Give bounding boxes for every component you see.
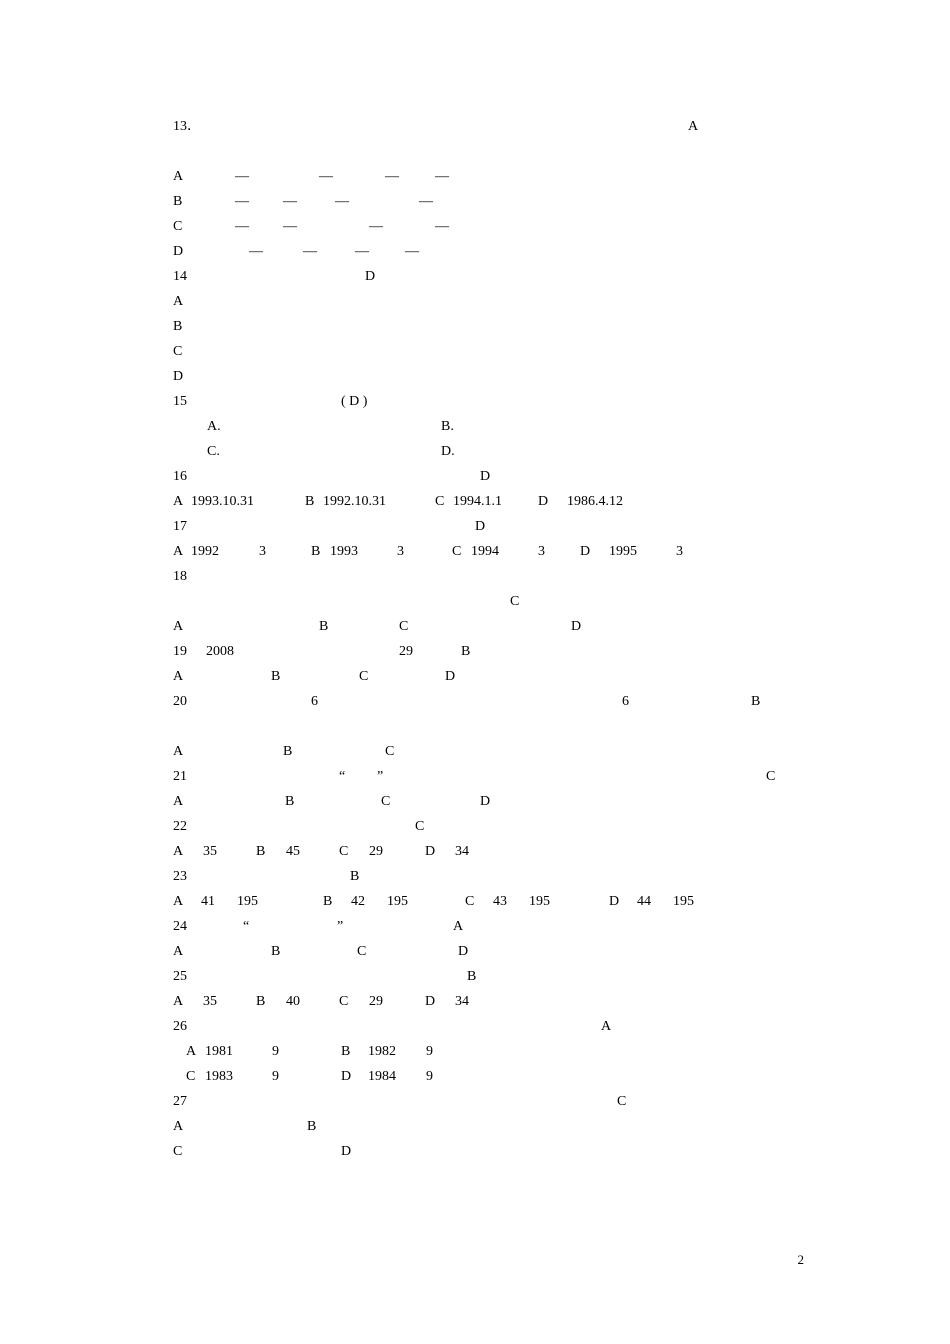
text-line-22-part-1: B [271, 669, 281, 684]
text-line-35-part-1: 35 [203, 994, 217, 1009]
text-line-27-part-2: C [381, 794, 391, 809]
text-line-30-part-0: 23 [173, 869, 187, 884]
text-line-7-part-0: A [173, 294, 184, 309]
text-line-32-part-0: 24 [173, 919, 187, 934]
text-line-17-part-10: 1995 [609, 544, 637, 559]
text-line-27-part-3: D [480, 794, 491, 809]
text-line-5-part-2: — [303, 244, 317, 259]
text-line-32-part-2: ” [337, 919, 344, 934]
text-line-22-part-0: A [173, 669, 184, 684]
text-line-38-part-0: C [186, 1069, 196, 1084]
text-line-29-part-4: C [339, 844, 349, 859]
text-line-38-part-4: 1984 [368, 1069, 396, 1084]
text-line-38-part-3: D [341, 1069, 352, 1084]
text-line-17-part-7: 1994 [471, 544, 499, 559]
text-line-31-part-0: A [173, 894, 184, 909]
text-line-20-part-1: B [319, 619, 329, 634]
text-line-34-part-0: 25 [173, 969, 187, 984]
text-line-17-part-9: D [580, 544, 591, 559]
text-line-17-part-8: 3 [538, 544, 545, 559]
text-line-3-part-1: — [235, 194, 249, 209]
text-line-23-part-3: B [751, 694, 761, 709]
text-line-23-part-0: 20 [173, 694, 187, 709]
text-line-15-part-1: 1993.10.31 [191, 494, 254, 509]
text-line-10-part-0: D [173, 369, 184, 384]
text-line-15-part-0: A [173, 494, 184, 509]
text-line-39-part-0: 27 [173, 1094, 187, 1109]
text-line-35-part-0: A [173, 994, 184, 1009]
page-number: 2 [797, 1252, 804, 1267]
text-line-31-part-4: 42 [351, 894, 365, 909]
text-line-22-part-2: C [359, 669, 369, 684]
text-line-15-part-4: C [435, 494, 445, 509]
text-line-17-part-1: 1992 [191, 544, 219, 559]
text-line-17-part-4: 1993 [330, 544, 358, 559]
text-line-27-part-1: B [285, 794, 295, 809]
text-line-20-part-3: D [571, 619, 582, 634]
text-line-38-part-2: 9 [272, 1069, 279, 1084]
text-line-11-part-0: 15 [173, 394, 187, 409]
text-line-36-part-0: 26 [173, 1019, 187, 1034]
text-line-22-part-3: D [445, 669, 456, 684]
text-line-23-part-1: 6 [311, 694, 318, 709]
text-line-29-part-2: B [256, 844, 266, 859]
text-line-5-part-3: — [355, 244, 369, 259]
text-line-21-part-1: 2008 [206, 644, 234, 659]
text-line-31-part-1: 41 [201, 894, 215, 909]
text-line-15-part-6: D [538, 494, 549, 509]
text-line-4-part-3: — [369, 219, 383, 234]
text-line-31-part-3: B [323, 894, 333, 909]
text-line-17-part-3: B [311, 544, 321, 559]
text-line-25-part-2: C [385, 744, 395, 759]
text-line-35-part-3: 40 [286, 994, 300, 1009]
text-line-35-part-5: 29 [369, 994, 383, 1009]
text-line-37-part-3: B [341, 1044, 351, 1059]
text-line-3-part-0: B [173, 194, 183, 209]
text-line-3-part-3: — [335, 194, 349, 209]
text-line-11-part-1: ( D ) [341, 394, 368, 409]
text-line-9-part-0: C [173, 344, 183, 359]
text-line-15-part-7: 1986.4.12 [567, 494, 623, 509]
text-line-37-part-4: 1982 [368, 1044, 396, 1059]
text-line-15-part-2: B [305, 494, 315, 509]
text-line-33-part-3: D [458, 944, 469, 959]
text-line-17-part-6: C [452, 544, 462, 559]
text-line-4-part-4: — [435, 219, 449, 234]
text-line-31-part-5: 195 [387, 894, 408, 909]
text-line-30-part-1: B [350, 869, 360, 884]
text-line-20-part-0: A [173, 619, 184, 634]
text-line-31-part-11: 195 [673, 894, 694, 909]
text-line-37-part-0: A [186, 1044, 197, 1059]
text-line-39-part-1: C [617, 1094, 627, 1109]
text-line-13-part-0: C. [207, 444, 220, 459]
text-line-40-part-0: A [173, 1119, 184, 1134]
text-line-35-part-2: B [256, 994, 266, 1009]
text-line-2-part-2: — [319, 169, 333, 184]
text-line-29-part-3: 45 [286, 844, 300, 859]
text-line-12-part-0: A. [207, 419, 221, 434]
text-line-33-part-2: C [357, 944, 367, 959]
text-line-27-part-0: A [173, 794, 184, 809]
text-line-29-part-1: 35 [203, 844, 217, 859]
text-line-37-part-1: 1981 [205, 1044, 233, 1059]
text-line-41-part-0: C [173, 1144, 183, 1159]
text-line-29-part-5: 29 [369, 844, 383, 859]
text-line-23-part-2: 6 [622, 694, 629, 709]
text-line-32-part-3: A [453, 919, 464, 934]
text-line-21-part-3: B [461, 644, 471, 659]
text-line-17-part-0: A [173, 544, 184, 559]
text-line-19-part-0: C [510, 594, 520, 609]
text-line-2-part-0: A [173, 169, 184, 184]
text-line-3-part-2: — [283, 194, 297, 209]
text-line-26-part-0: 21 [173, 769, 187, 784]
text-line-31-part-8: 195 [529, 894, 550, 909]
text-line-17-part-5: 3 [397, 544, 404, 559]
text-line-25-part-1: B [283, 744, 293, 759]
text-line-14-part-1: D [480, 469, 491, 484]
text-line-31-part-6: C [465, 894, 475, 909]
text-line-35-part-4: C [339, 994, 349, 1009]
text-line-41-part-1: D [341, 1144, 352, 1159]
text-line-29-part-0: A [173, 844, 184, 859]
text-line-6-part-0: 14 [173, 269, 187, 284]
text-line-16-part-1: D [475, 519, 486, 534]
text-line-4-part-2: — [283, 219, 297, 234]
text-line-4-part-0: C [173, 219, 183, 234]
text-line-15-part-3: 1992.10.31 [323, 494, 386, 509]
text-line-5-part-0: D [173, 244, 184, 259]
text-line-13-part-1: D. [441, 444, 455, 459]
text-line-36-part-1: A [601, 1019, 612, 1034]
text-line-31-part-7: 43 [493, 894, 507, 909]
text-line-31-part-9: D [609, 894, 620, 909]
text-line-12-part-1: B. [441, 419, 454, 434]
text-line-31-part-2: 195 [237, 894, 258, 909]
text-line-31-part-10: 44 [637, 894, 651, 909]
text-line-29-part-7: 34 [455, 844, 469, 859]
text-line-16-part-0: 17 [173, 519, 187, 534]
text-line-28-part-1: C [415, 819, 425, 834]
text-line-15-part-5: 1994.1.1 [453, 494, 502, 509]
text-line-2-part-1: — [235, 169, 249, 184]
text-line-40-part-1: B [307, 1119, 317, 1134]
text-line-8-part-0: B [173, 319, 183, 334]
text-line-3-part-4: — [419, 194, 433, 209]
text-line-5-part-1: — [249, 244, 263, 259]
text-line-4-part-1: — [235, 219, 249, 234]
text-line-17-part-2: 3 [259, 544, 266, 559]
text-line-5-part-4: — [405, 244, 419, 259]
text-line-26-part-1: “ [339, 769, 346, 784]
text-line-37-part-5: 9 [426, 1044, 433, 1059]
text-line-17-part-11: 3 [676, 544, 683, 559]
text-line-6-part-1: D [365, 269, 376, 284]
text-line-2-part-4: — [435, 169, 449, 184]
text-line-25-part-0: A [173, 744, 184, 759]
text-line-0-part-0: 13． [173, 119, 201, 134]
text-line-38-part-1: 1983 [205, 1069, 233, 1084]
text-line-29-part-6: D [425, 844, 436, 859]
text-line-32-part-1: “ [243, 919, 250, 934]
text-line-33-part-0: A [173, 944, 184, 959]
text-line-38-part-5: 9 [426, 1069, 433, 1084]
text-line-33-part-1: B [271, 944, 281, 959]
text-line-35-part-7: 34 [455, 994, 469, 1009]
text-line-18-part-0: 18 [173, 569, 187, 584]
text-line-14-part-0: 16 [173, 469, 187, 484]
text-line-28-part-0: 22 [173, 819, 187, 834]
text-line-20-part-2: C [399, 619, 409, 634]
text-line-35-part-6: D [425, 994, 436, 1009]
text-line-21-part-0: 19 [173, 644, 187, 659]
text-line-37-part-2: 9 [272, 1044, 279, 1059]
text-line-26-part-3: C [766, 769, 776, 784]
text-line-26-part-2: ” [377, 769, 384, 784]
text-line-34-part-1: B [467, 969, 477, 984]
text-line-21-part-2: 29 [399, 644, 413, 659]
text-line-0-part-1: A [688, 119, 699, 134]
text-line-2-part-3: — [385, 169, 399, 184]
